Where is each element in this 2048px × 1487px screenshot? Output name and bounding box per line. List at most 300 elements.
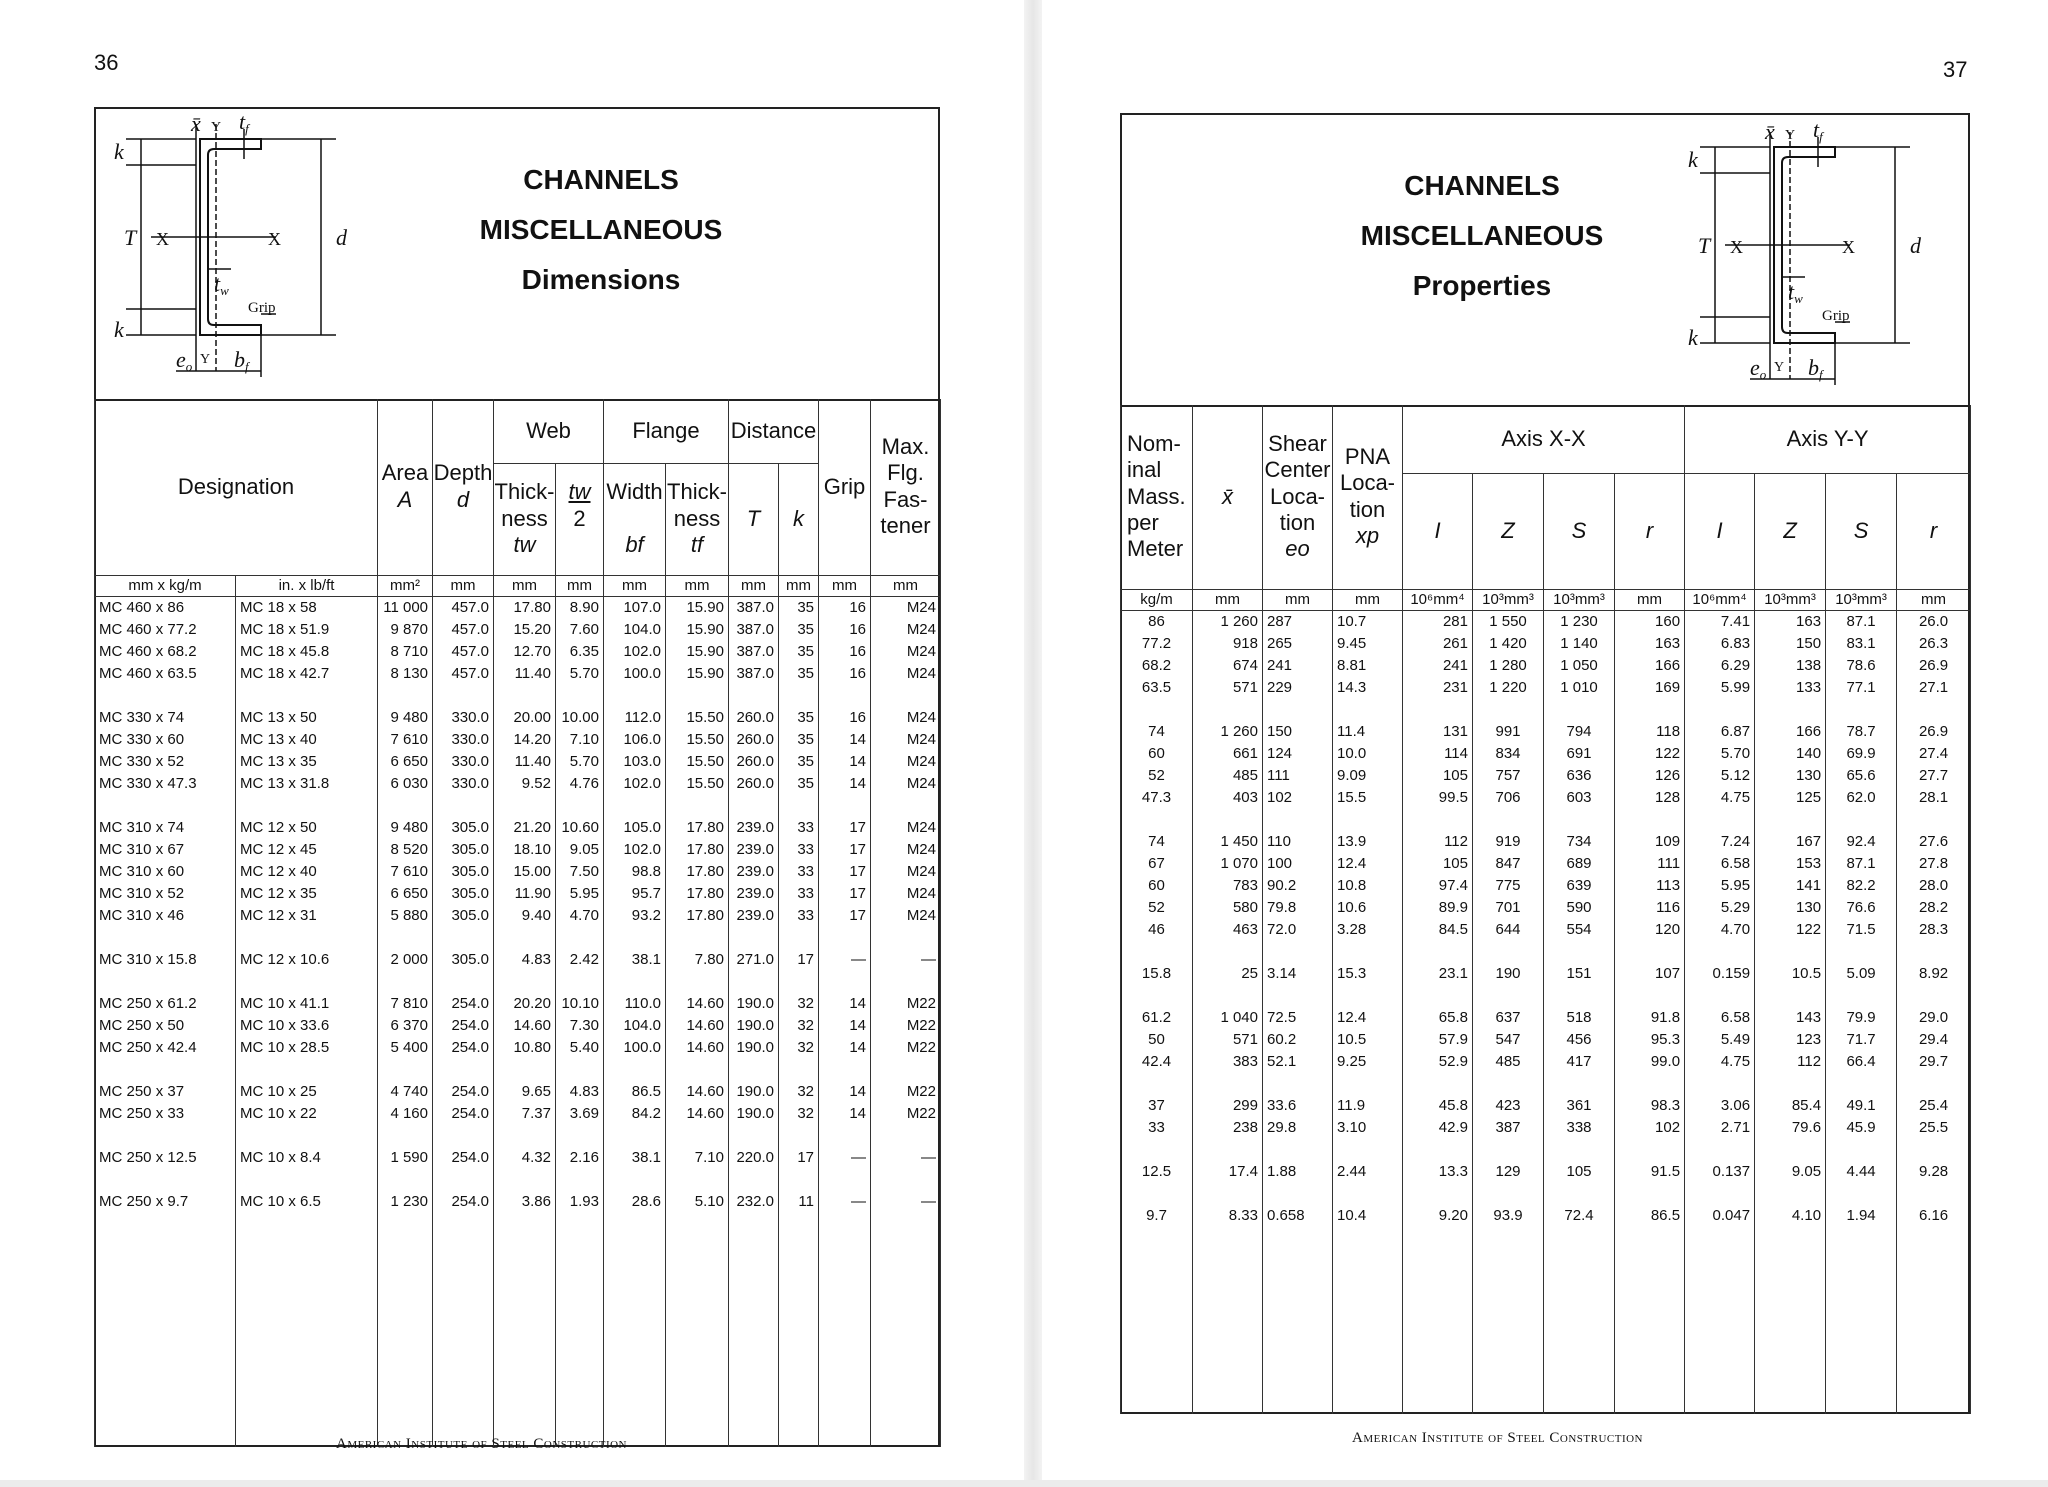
table-cell: 87.1 [1826,610,1897,633]
table-cell: 27.4 [1897,743,1971,765]
group-spacer [1121,1139,1971,1161]
table-cell: 14.60 [666,993,729,1015]
spacer-cell [1473,699,1544,721]
table-cell: 17.80 [666,905,729,927]
spacer-cell [1333,1073,1403,1095]
table-cell: 6.29 [1685,655,1755,677]
table-cell: 4.83 [494,949,556,971]
k-label-bottom: k [114,317,124,342]
table-cell: 67 [1121,853,1193,875]
spacer-cell [95,1169,236,1191]
table-cell: 18.10 [494,839,556,861]
table-cell: 125 [1755,787,1826,809]
table-cell: 102.0 [604,839,666,861]
filler-cell [1121,1227,1193,1415]
table-cell: 45.9 [1826,1117,1897,1139]
table-cell: 190.0 [729,1081,779,1103]
table-cell: 76.6 [1826,897,1897,919]
table-cell: 33.6 [1263,1095,1333,1117]
table-cell: MC 460 x 63.5 [95,663,236,685]
spacer-cell [604,927,666,949]
depth-header: Depth d [433,399,494,575]
table-cell: 239.0 [729,817,779,839]
table-row [1121,655,1971,677]
table-cell: MC 310 x 74 [95,817,236,839]
table-cell: 7.37 [494,1103,556,1125]
table-cell: 10.00 [556,707,604,729]
table-cell: 5.99 [1685,677,1755,699]
spacer-cell [1121,985,1193,1007]
k-label-bottom: k [1688,325,1698,350]
table-cell: 65.6 [1826,765,1897,787]
table-cell: MC 10 x 25 [236,1081,378,1103]
unit-cell: mm [1897,589,1971,610]
title-line-2: MISCELLANEOUS [1360,220,1604,251]
table-cell: 417 [1544,1051,1615,1073]
table-cell: 637 [1473,1007,1544,1029]
table-cell: 112.0 [604,707,666,729]
table-cell: 241 [1403,655,1473,677]
table-cell: 232.0 [729,1191,779,1213]
table-cell: 383 [1193,1051,1263,1073]
table-cell: 104.0 [604,1015,666,1037]
table-cell: 32 [779,1015,819,1037]
table-cell: 71.5 [1826,919,1897,941]
table-cell: 6 650 [378,883,433,905]
table-cell: 79.9 [1826,1007,1897,1029]
table-cell: 775 [1473,875,1544,897]
table-cell: M24 [871,883,941,905]
table-cell: 644 [1473,919,1544,941]
table-cell: M24 [871,707,941,729]
spacer-cell [556,795,604,817]
spacer-cell [1897,1073,1971,1095]
table-cell: 93.2 [604,905,666,927]
table-row [95,707,941,729]
table-cell: 4.75 [1685,787,1755,809]
unit-cell: 10⁶mm⁴ [1403,589,1473,610]
table-cell: 8 710 [378,641,433,663]
table-cell: 33 [779,905,819,927]
table-cell: 63.5 [1121,677,1193,699]
table-cell: 138 [1755,655,1826,677]
table-cell: 674 [1193,655,1263,677]
table-cell: 5.49 [1685,1029,1755,1051]
table-cell: 17 [779,949,819,971]
spacer-cell [556,1059,604,1081]
x-axis-label-left: X [156,229,169,249]
spacer-cell [95,685,236,707]
title-line-1: CHANNELS [523,164,679,195]
spacer-cell [494,795,556,817]
xbar-header: x̄ [1193,405,1263,589]
table-cell: 11.40 [494,751,556,773]
table-cell: 260.0 [729,773,779,795]
spacer-cell [1685,809,1755,831]
dimensions-title [436,155,766,305]
spacer-cell [1333,941,1403,963]
table-cell: 485 [1473,1051,1544,1073]
table-cell: 330.0 [433,751,494,773]
spacer-cell [1615,1139,1685,1161]
table-cell: 15.3 [1333,963,1403,985]
table-cell: 757 [1473,765,1544,787]
table-cell: 85.4 [1755,1095,1826,1117]
spacer-cell [1263,699,1333,721]
table-cell: 10.5 [1755,963,1826,985]
table-cell: 271.0 [729,949,779,971]
spacer-cell [236,1169,378,1191]
spacer-cell [378,1125,433,1147]
spacer-cell [1403,1183,1473,1205]
table-cell: 689 [1544,853,1615,875]
spacer-cell [729,927,779,949]
filler-cell [871,1213,941,1448]
table-cell: MC 12 x 45 [236,839,378,861]
table-cell: 14.60 [666,1015,729,1037]
table-cell: 16 [819,707,871,729]
table-cell: 84.5 [1403,919,1473,941]
table-cell: MC 310 x 52 [95,883,236,905]
table-row [1121,963,1971,985]
spacer-cell [1403,985,1473,1007]
group-spacer [95,1169,941,1191]
unit-cell: mm [779,575,819,596]
table-cell: 1 590 [378,1147,433,1169]
table-cell: — [819,1147,871,1169]
table-cell: 27.8 [1897,853,1971,875]
spacer-cell [1121,1073,1193,1095]
table-cell: 9 480 [378,817,433,839]
table-cell: 79.8 [1263,897,1333,919]
table-cell: 32 [779,1037,819,1059]
table-row [1121,677,1971,699]
table-cell: 47.3 [1121,787,1193,809]
filler-cell [1263,1227,1333,1415]
table-cell: 794 [1544,721,1615,743]
table-cell: 4.10 [1755,1205,1826,1227]
table-cell: 254.0 [433,1191,494,1213]
spacer-cell [1263,809,1333,831]
table-cell: 71.7 [1826,1029,1897,1051]
table-cell: 919 [1473,831,1544,853]
table-cell: 7.24 [1685,831,1755,853]
right-page-number: 37 [1943,57,1968,82]
spacer-cell [666,1059,729,1081]
table-cell: 287 [1263,610,1333,633]
table-cell: 13.3 [1403,1161,1473,1183]
table-cell: 77.1 [1826,677,1897,699]
table-cell: 106.0 [604,729,666,751]
table-cell: 457.0 [433,663,494,685]
right-footer: American Institute of Steel Construction [1352,1430,1643,1446]
table-cell: 130 [1755,765,1826,787]
spacer-cell [1615,1183,1685,1205]
table-row [95,817,941,839]
table-cell: MC 13 x 40 [236,729,378,751]
table-cell: 17 [779,1147,819,1169]
flange-header: Flange [604,399,729,463]
title-line-2: MISCELLANEOUS [479,214,723,245]
t-label: T [124,225,137,250]
table-cell: 33 [779,883,819,905]
table-cell: MC 310 x 60 [95,861,236,883]
unit-cell: mm² [378,575,433,596]
table-cell: 387 [1473,1117,1544,1139]
table-cell: 105 [1403,853,1473,875]
title-line-1: CHANNELS [1404,170,1560,201]
table-cell: 0.159 [1685,963,1755,985]
table-cell: 91.8 [1615,1007,1685,1029]
table-cell: 14.60 [666,1103,729,1125]
table-cell: 6.83 [1685,633,1755,655]
table-cell: MC 18 x 58 [236,596,378,619]
unit-cell: 10⁶mm⁴ [1685,589,1755,610]
properties-header [1122,115,1968,407]
table-cell: 4.44 [1826,1161,1897,1183]
table-cell: 17.4 [1193,1161,1263,1183]
spacer-cell [1544,941,1615,963]
table-cell: 90.2 [1263,875,1333,897]
axis-xx-header: Axis X-X [1403,405,1685,473]
table-cell: 26.0 [1897,610,1971,633]
table-row [95,641,941,663]
table-cell: 3.10 [1333,1117,1403,1139]
table-cell: 239.0 [729,883,779,905]
filler-cell [666,1213,729,1448]
table-row [1121,633,1971,655]
table-cell: 4.83 [556,1081,604,1103]
unit-cell: mm [666,575,729,596]
spacer-cell [1615,941,1685,963]
spacer-cell [433,1059,494,1081]
y-axis-label-bottom: Y [200,352,211,367]
table-cell: 10.10 [556,993,604,1015]
table-cell: 6.58 [1685,853,1755,875]
filler-cell [1193,1227,1263,1415]
spacer-cell [1755,985,1826,1007]
table-cell: 4.32 [494,1147,556,1169]
spacer-cell [1193,1139,1263,1161]
table-cell: 27.6 [1897,831,1971,853]
table-cell: 133 [1755,677,1826,699]
table-cell: 28.3 [1897,919,1971,941]
table-cell: 4 740 [378,1081,433,1103]
spacer-cell [1403,1139,1473,1161]
table-cell: 5.09 [1826,963,1897,985]
spacer-cell [494,1059,556,1081]
group-spacer [1121,1073,1971,1095]
group-spacer [1121,1183,1971,1205]
spacer-cell [433,1125,494,1147]
table-cell: 10.7 [1333,610,1403,633]
table-cell: 68.2 [1121,655,1193,677]
table-row [1121,1007,1971,1029]
web-thickness-header: Thick- ness tw [494,463,556,575]
table-cell: MC 330 x 74 [95,707,236,729]
grip-label: Grip [248,300,276,316]
filler-cell [494,1213,556,1448]
table-cell: 14 [819,773,871,795]
table-cell: 12.4 [1333,853,1403,875]
table-row [1121,1205,1971,1227]
table-cell: 8 520 [378,839,433,861]
table-cell: 7.30 [556,1015,604,1037]
spacer-cell [1685,1183,1755,1205]
table-cell: 72.5 [1263,1007,1333,1029]
table-cell: 706 [1473,787,1544,809]
table-cell: M24 [871,905,941,927]
table-cell: 10.4 [1333,1205,1403,1227]
unit-cell: mm [1615,589,1685,610]
table-cell: 163 [1755,610,1826,633]
table-cell: 7.10 [556,729,604,751]
table-cell: 69.9 [1826,743,1897,765]
table-cell: M24 [871,817,941,839]
table-cell: 15.00 [494,861,556,883]
spacer-cell [95,1059,236,1081]
table-cell: MC 13 x 50 [236,707,378,729]
table-cell: 120 [1615,919,1685,941]
table-cell: 86 [1121,610,1193,633]
table-cell: 15.50 [666,751,729,773]
table-cell: 49.1 [1826,1095,1897,1117]
table-cell: M22 [871,1081,941,1103]
table-cell: MC 310 x 46 [95,905,236,927]
spacer-cell [819,1169,871,1191]
page-gutter [1024,0,1042,1487]
table-cell: 32 [779,1103,819,1125]
table-cell: 7.10 [666,1147,729,1169]
table-cell: 109 [1615,831,1685,853]
spacer-cell [1826,1073,1897,1095]
table-cell: 0.047 [1685,1205,1755,1227]
table-cell: 190.0 [729,1015,779,1037]
table-cell: 403 [1193,787,1263,809]
filler-cell [1755,1227,1826,1415]
table-cell: MC 13 x 31.8 [236,773,378,795]
table-cell: 5.95 [556,883,604,905]
table-cell: 37 [1121,1095,1193,1117]
table-cell: MC 12 x 10.6 [236,949,378,971]
filler-cell [1473,1227,1544,1415]
x-axis-label-right: X [268,229,281,249]
table-row [95,1081,941,1103]
table-cell: 554 [1544,919,1615,941]
table-cell: 21.20 [494,817,556,839]
table-cell: 153 [1755,853,1826,875]
spacer-cell [1333,1183,1403,1205]
table-cell: 169 [1615,677,1685,699]
table-row [95,596,941,619]
grip-header: Grip [819,399,871,575]
table-cell: 15.8 [1121,963,1193,985]
table-cell: 25 [1193,963,1263,985]
y-axis-label-top: Y [1785,128,1796,143]
table-cell: 86.5 [1615,1205,1685,1227]
table-cell: 74 [1121,721,1193,743]
spacer-cell [1473,941,1544,963]
tw-label: tw [214,271,229,298]
table-cell: 10.0 [1333,743,1403,765]
spacer-cell [1121,1139,1193,1161]
table-cell: 130 [1755,897,1826,919]
table-cell: 387.0 [729,641,779,663]
spacer-cell [1193,699,1263,721]
table-cell: 29.8 [1263,1117,1333,1139]
table-cell: 11 [779,1191,819,1213]
spacer-cell [433,971,494,993]
table-cell: 547 [1473,1029,1544,1051]
table-cell: 8.81 [1333,655,1403,677]
table-cell: 3.86 [494,1191,556,1213]
spacer-cell [604,1169,666,1191]
table-row [95,773,941,795]
unit-cell: in. x lb/ft [236,575,378,596]
spacer-cell [1121,699,1193,721]
table-cell: MC 10 x 33.6 [236,1015,378,1037]
table-cell: MC 13 x 35 [236,751,378,773]
table-cell: 4.76 [556,773,604,795]
table-cell: MC 250 x 50 [95,1015,236,1037]
spacer-cell [433,795,494,817]
table-cell: 456 [1544,1029,1615,1051]
table-cell: 160 [1615,610,1685,633]
table-cell: 5.29 [1685,897,1755,919]
table-cell: 99.0 [1615,1051,1685,1073]
spacer-cell [779,795,819,817]
table-cell: 141 [1755,875,1826,897]
table-cell: 45.8 [1403,1095,1473,1117]
group-spacer [95,927,941,949]
spacer-cell [819,685,871,707]
dimensions-header [96,109,938,401]
table-cell: 9.52 [494,773,556,795]
spacer-cell [236,1125,378,1147]
table-cell: 143 [1755,1007,1826,1029]
spacer-cell [378,971,433,993]
table-cell: 254.0 [433,1015,494,1037]
table-cell: 734 [1544,831,1615,853]
spacer-cell [1544,985,1615,1007]
table-cell: 1 050 [1544,655,1615,677]
table-cell: MC 12 x 35 [236,883,378,905]
table-cell: 305.0 [433,883,494,905]
table-cell: MC 310 x 15.8 [95,949,236,971]
table-cell: 2.71 [1685,1117,1755,1139]
table-cell: 9.45 [1333,633,1403,655]
spacer-cell [1685,699,1755,721]
table-cell: 95.3 [1615,1029,1685,1051]
flange-thickness-header: Thick- ness tf [666,463,729,575]
spacer-cell [1121,941,1193,963]
table-cell: 463 [1193,919,1263,941]
spacer-cell [1263,1183,1333,1205]
table-cell: 93.9 [1473,1205,1544,1227]
table-cell: 33 [779,861,819,883]
spacer-cell [1615,809,1685,831]
spacer-cell [494,1125,556,1147]
spacer-cell [1897,809,1971,831]
filler-cell [378,1213,433,1448]
table-cell: 15.50 [666,707,729,729]
table-cell: 1 230 [378,1191,433,1213]
spacer-cell [1755,1139,1826,1161]
spacer-cell [604,1059,666,1081]
spacer-cell [604,795,666,817]
table-row [1121,721,1971,743]
table-cell: 35 [779,663,819,685]
